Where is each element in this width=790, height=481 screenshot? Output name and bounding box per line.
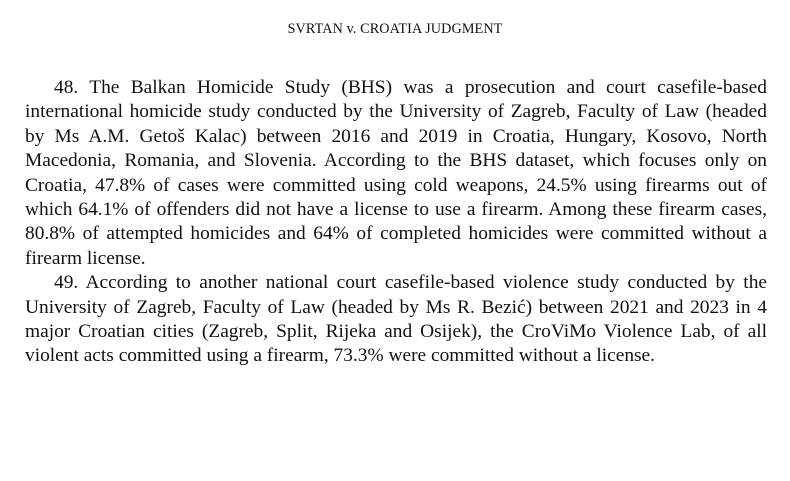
judgment-body [25, 76, 767, 369]
running-header: SVRTAN v. CROATIA JUDGMENT [287, 21, 503, 37]
paragraph-49: 49. According to another national court casefile-based violence study conducted by the University of Zagreb, Faculty of Law (headed by Ms R. Bezić) between 2021 and 2023 in 4 major Croatian cities (Zagreb, Split, Rijeka and Osijek), the CroViMo Violence Lab, of all violent acts committed using a firearm, 73.3% were committed without a license. [25, 272, 767, 367]
paragraph-48: 48. The Balkan Homicide Study (BHS) was a prosecution and court casefile-based international homicide study conducted by the University of Zagreb, Faculty of Law (headed by Ms A.M. Getoš Kalac) between 2016 and 2019 in Croatia, Hungary, Kosovo, North Macedonia, Romania, and Slovenia. According to the BHS dataset, which focuses only on Croatia, 47.8% of cases were committed using cold weapons, 24.5% using firearms out of which 64.1% of offenders did not have a license to use a firearm. Among these firearm cases, 80.8% of attempted homicides and 64% of completed homicides were committed without a firearm license. [25, 77, 767, 269]
